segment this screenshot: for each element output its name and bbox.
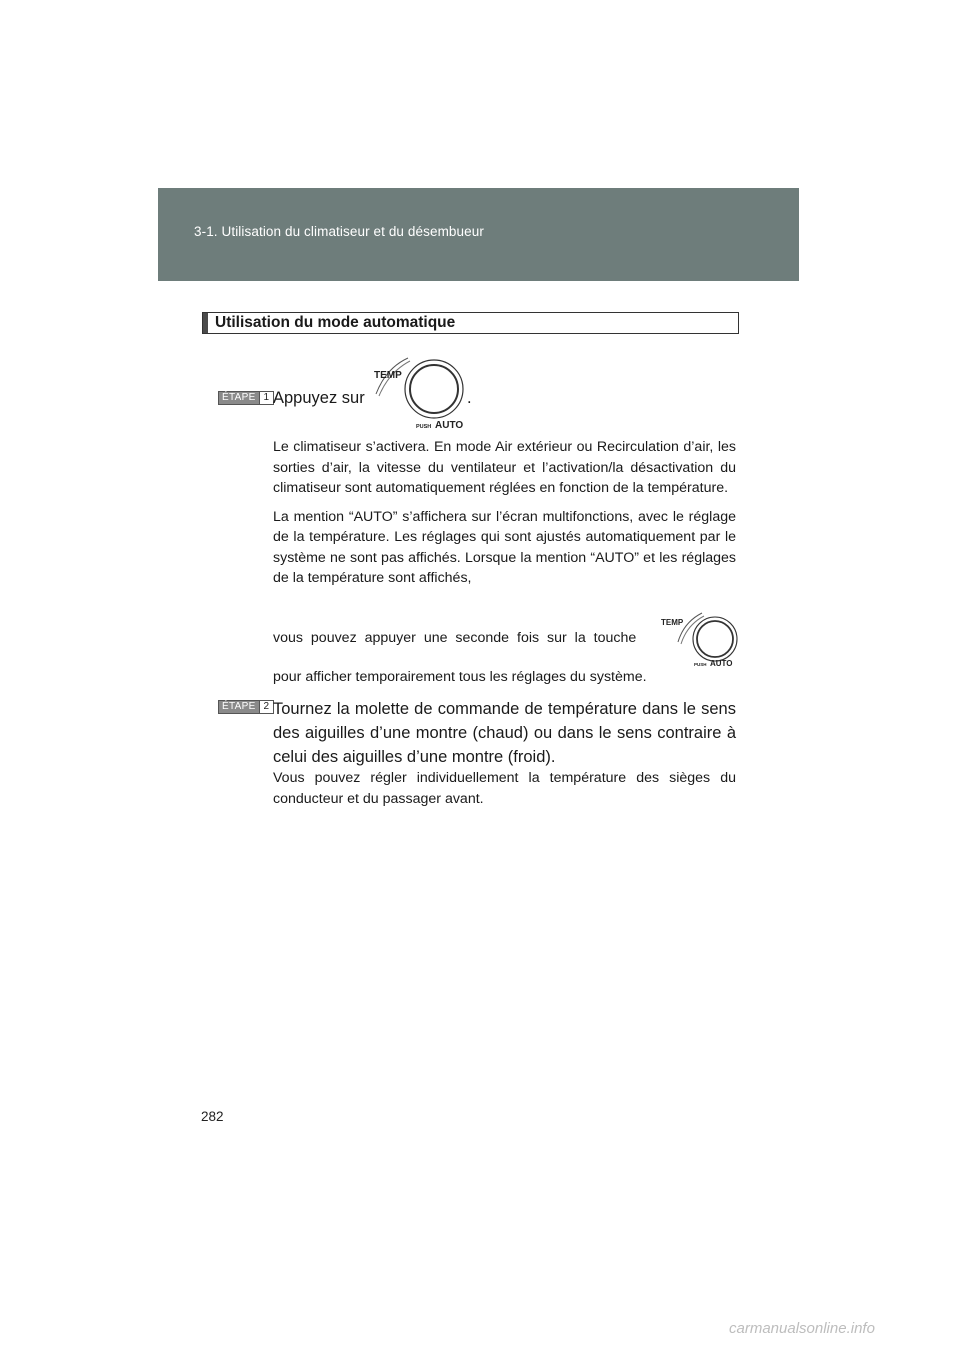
knob-auto-label: AUTO — [435, 420, 464, 430]
knob-push-label: PUSH — [416, 424, 432, 430]
step-2-instruction: Tournez la molette de commande de température dans le sens des aiguilles d’une montre (chaud) ou dans le sens contraire à celui des aiguilles d’une montre (froid). — [273, 700, 736, 766]
small-knob-push-label: PUSH — [694, 662, 707, 667]
step-1-description — [273, 437, 736, 589]
small-knob-auto-label: AUTO — [710, 659, 733, 668]
watermark: carmanualsonline.info — [729, 1320, 875, 1337]
step-1-paragraph-2: La mention “AUTO” s’affichera sur l’écran multifonctions, avec le réglage de la température. Les réglages qui sont ajustés automatiquement par le système ne sont pas affichés. Lorsque la mention “AUTO” et les réglages de la température sont affichés, — [273, 508, 736, 586]
temp-auto-knob-icon — [372, 354, 468, 430]
step-2-badge-label: ÉTAPE — [219, 701, 259, 713]
chapter-header — [158, 188, 799, 281]
page-number: 282 — [201, 1109, 224, 1124]
section-heading — [202, 312, 739, 334]
step-1-instruction-start: Appuyez sur — [273, 389, 365, 407]
small-knob-temp-label: TEMP — [661, 618, 684, 627]
step-2-badge-number: 2 — [259, 701, 274, 713]
chapter-title: 3-1. Utilisation du climatiseur et du désembueur — [194, 224, 484, 239]
step-1-badge — [218, 391, 274, 405]
step-2-badge — [218, 700, 274, 714]
step-1-badge-label: ÉTAPE — [219, 392, 259, 404]
step-1-line-before-icon: vous pouvez appuyer une seconde fois sur la touche — [273, 630, 637, 646]
temp-auto-knob-small-icon — [656, 610, 738, 670]
section-title: Utilisation du mode automatique — [215, 314, 456, 331]
step-1-paragraph-1: Le climatiseur s’activera. En mode Air extérieur ou Recirculation d’air, les sorties d’air, la vitesse du ventilateur et l’activation/la désactivation du climatiseur sont automatiquement réglées en fonction de la température. — [273, 439, 736, 496]
step-1-line-after-icon: pour afficher temporairement tous les réglages du système. — [273, 669, 647, 685]
knob-temp-label: TEMP — [374, 370, 402, 381]
step-2-note: Vous pouvez régler individuellement la température des sièges du conducteur et du passager avant. — [273, 770, 736, 807]
step-1-instruction-end: . — [467, 389, 472, 407]
step-1-badge-number: 1 — [259, 392, 274, 404]
